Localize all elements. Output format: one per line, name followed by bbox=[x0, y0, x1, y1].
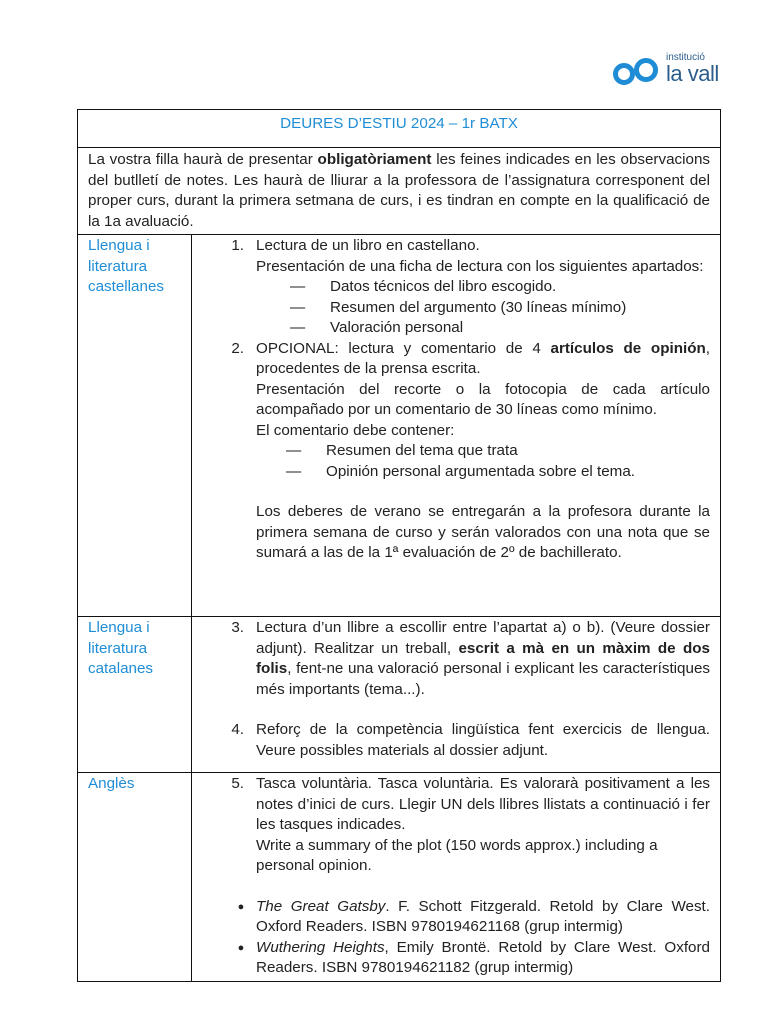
item-number: 3. bbox=[231, 619, 244, 636]
item-text: El comentario debe contener: bbox=[256, 421, 455, 439]
item-text-part: , procedentes de la prensa escrita. bbox=[256, 339, 710, 377]
item-number: 2. bbox=[231, 339, 244, 357]
list-item bbox=[206, 774, 710, 877]
item-number: 1. bbox=[231, 237, 244, 254]
dash-text: Datos técnicos del libro escogido. bbox=[330, 278, 557, 295]
dash-item: — Datos técnicos del libro escogido. bbox=[290, 277, 710, 298]
book-title: Wuthering Heights bbox=[256, 938, 385, 956]
dash-item: — Resumen del argumento (30 líneas mínimo) bbox=[290, 298, 710, 319]
row-angles bbox=[78, 773, 721, 982]
bullet-icon: ● bbox=[237, 900, 245, 913]
item-bold: escrit a mà en un màxim de dos folis bbox=[256, 639, 710, 677]
logo-mark-icon bbox=[612, 58, 662, 86]
dash-text: Resumen del argumento (30 líneas mínimo) bbox=[330, 298, 627, 316]
dash-text: Valoración personal bbox=[330, 319, 464, 336]
dash-text: Resumen del tema que trata bbox=[326, 442, 518, 459]
item-text-part: Lectura d’un llibre a escollir entre l’apartat a) o b). (Veure dossier adjunt). Realitzar un treball, bbox=[256, 619, 710, 657]
intro-text: La vostra filla haurà de presentar bbox=[88, 151, 318, 168]
dash-text: Opinión personal argumentada sobre el tema. bbox=[326, 462, 636, 480]
dash-item: — Valoración personal bbox=[290, 318, 710, 339]
item-text: Write a summary of the plot (150 words approx.) including a personal opinion. bbox=[256, 836, 658, 874]
intro-paragraph bbox=[78, 148, 721, 235]
item-text: Presentación del recorte o la fotocopia de cada artículo acompañado por un comentario de 30 líneas como mínimo. bbox=[256, 380, 710, 418]
list-item bbox=[206, 618, 710, 700]
list-item bbox=[206, 720, 710, 761]
book-title: The Great Gatsby bbox=[256, 897, 386, 915]
content-castellano bbox=[192, 235, 721, 617]
item-text-part: OPCIONAL: lectura y comentario de 4 bbox=[256, 339, 551, 357]
item-number: 5. bbox=[231, 775, 244, 792]
book-details: , Emily Brontë. Retold by Clare West. Oxford Readers. ISBN 9780194621182 (grup intermig) bbox=[256, 938, 710, 976]
item-text-part: , fent-ne una valoració personal i explicant les característiques més importants (tema...). bbox=[256, 660, 710, 698]
item-text-part: Tasca voluntària. Es valorarà positivament a les notes d’inici de curs. Llegir UN dels llibres llistats a continuació i fer les tasques indicades. bbox=[256, 775, 710, 833]
item-text: Presentación de una ficha de lectura con los siguientes apartados: bbox=[256, 257, 704, 275]
logo-text-top: institució bbox=[666, 52, 705, 63]
item-bold: artículos de opinión bbox=[550, 339, 706, 357]
content-angles bbox=[192, 773, 721, 982]
book-item bbox=[206, 897, 710, 938]
list-item bbox=[206, 339, 710, 564]
dash-item: — Resumen del tema que trata bbox=[286, 441, 710, 462]
intro-bold: obligatòriament bbox=[317, 151, 432, 168]
institucio-logo bbox=[612, 50, 722, 86]
book-details: . F. Schott Fitzgerald. Retold by Clare West. Oxford Readers. ISBN 9780194621168 (grup intermig) bbox=[256, 897, 710, 935]
bullet-icon: ● bbox=[237, 941, 245, 954]
item-text bbox=[256, 618, 710, 700]
list-item bbox=[206, 236, 710, 339]
page-title: DEURES D’ESTIU 2024 – 1r BATX bbox=[78, 110, 721, 148]
dash-item: — Opinión personal argumentada sobre el tema. bbox=[286, 462, 710, 483]
delivery-note: Los deberes de verano se entregarán a la profesora durante la primera semana de curso y serán valorados con una nota que se sumará a las de la 1ª evaluación de 2º de bachillerato. bbox=[256, 503, 710, 561]
item-text: Reforç de la competència lingüística fent exercicis de llengua. Veure possibles materials al dossier adjunt. bbox=[256, 721, 710, 759]
item-text: Lectura de un libro en castellano. bbox=[256, 237, 480, 254]
subject-catalan: Llengua i literatura catalanes bbox=[78, 617, 192, 773]
subject-castellano: Llengua i literatura castellanes bbox=[78, 235, 192, 617]
content-catalan bbox=[192, 617, 721, 773]
item-number: 4. bbox=[231, 721, 244, 738]
book-item bbox=[206, 938, 710, 979]
subject-angles: Anglès bbox=[78, 773, 192, 982]
item-text bbox=[256, 774, 710, 836]
row-catalan bbox=[78, 617, 721, 773]
intro-text-end: les feines indicades en les observacions del butlletí de notes. Les haurà de lliurar a la professora de l’assignatura corresponent del proper curs, durant la primera setmana de curs, i es tindran en compte en la qualificació de la 1a avaluació. bbox=[88, 151, 710, 230]
item-text bbox=[256, 339, 710, 380]
item-bold: Tasca voluntària. bbox=[256, 775, 372, 792]
row-castellano bbox=[78, 235, 721, 617]
logo-text-main: la vall bbox=[666, 61, 719, 86]
homework-table bbox=[77, 109, 721, 982]
